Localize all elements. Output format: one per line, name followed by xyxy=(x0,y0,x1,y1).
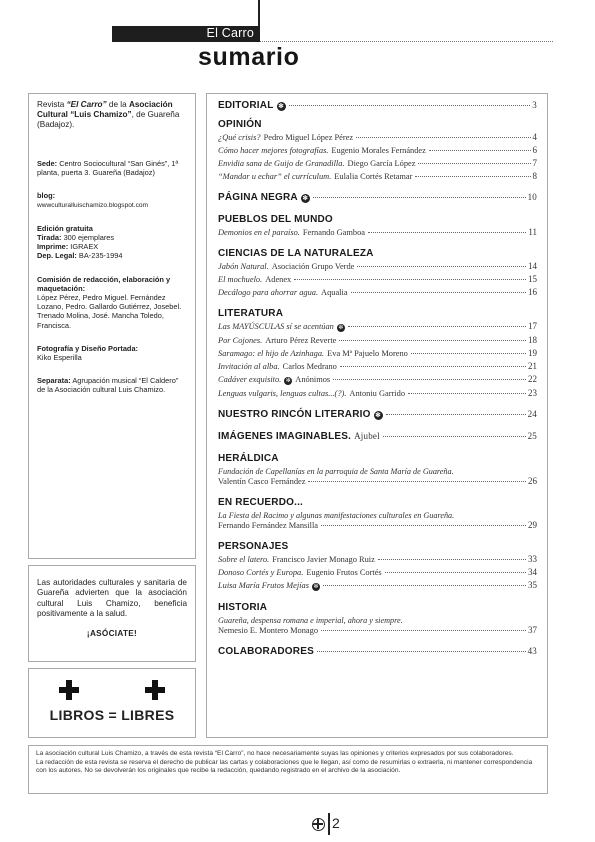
entry-author: Carlos Medrano xyxy=(282,362,337,371)
section-title: IMÁGENES IMAGINABLES. xyxy=(218,431,352,442)
leader-dots xyxy=(323,585,526,586)
section-title-recuerdo: EN RECUERDO... xyxy=(218,497,304,508)
header-dotted-rule xyxy=(260,41,553,42)
entry-author: Asociación Grupo Verde xyxy=(271,262,355,271)
section-title-ciencias: CIENCIAS DE LA NATURALEZA xyxy=(218,248,374,259)
plus-icon xyxy=(145,680,165,700)
entry-title: Decálogo para ahorrar agua. xyxy=(218,288,319,297)
wheel-icon: ✻ xyxy=(375,412,381,419)
disclaimer-paragraph: La asociación cultural Luis Chamizo, a través de esta revista “El Carro”, no hace necesariamente suyas las opiniones y criterios expresados por sus colaboradores. xyxy=(36,750,514,757)
leader-dots xyxy=(294,279,526,280)
toc-entry[interactable] xyxy=(218,554,537,564)
libros-libres-box xyxy=(28,668,196,738)
entry-page: 6 xyxy=(532,145,537,155)
section-title-pueblos: PUEBLOS DEL MUNDO xyxy=(218,214,333,225)
toc-entry[interactable] xyxy=(218,361,537,371)
legal-deposit: Dep. Legal: BA-235-1994 xyxy=(37,251,123,261)
toc-rincon-literario[interactable]: NUESTRO RINCÓN LITERARIO ✻ 24 xyxy=(218,409,537,420)
section-title: PÁGINA NEGRA xyxy=(218,192,298,203)
entry-page: 8 xyxy=(532,171,537,181)
entry-page: 34 xyxy=(528,567,537,577)
toc-entry[interactable] xyxy=(218,171,537,181)
entry-title: Las MAYÚSCULAS sí se acentúan xyxy=(218,322,334,331)
leader-dots xyxy=(385,572,526,573)
section-title-heraldica: HERÁLDICA xyxy=(218,453,279,464)
libros-libres-text: LIBROS = LIBRES xyxy=(49,707,175,723)
magazine-brand: El Carro xyxy=(112,26,260,41)
leader-dots xyxy=(408,393,526,394)
entry-page: 19 xyxy=(528,348,537,358)
editorial-board-label: Comisión de redacción, elaboración y maquetación: xyxy=(37,274,171,293)
toc-editorial[interactable]: EDITORIAL ✻ 3 xyxy=(218,100,537,111)
entry-title: Luisa María Frutos Mejías xyxy=(218,581,309,590)
entry-page: 15 xyxy=(528,274,537,284)
leader-dots xyxy=(357,266,526,267)
pueblos-list xyxy=(218,227,537,237)
entry-page: 35 xyxy=(528,580,537,590)
entry-author: Nemesio E. Montero Monago xyxy=(218,626,319,635)
edition-label: Edición gratuita xyxy=(37,223,93,233)
entry-author: Fernando Gamboa xyxy=(302,228,365,237)
toc-entry-heraldica[interactable]: Valentín Casco Fernández 26 xyxy=(218,476,537,486)
page-number: 2 xyxy=(332,815,340,831)
toc-entry[interactable] xyxy=(218,261,537,271)
toc-entry[interactable] xyxy=(218,567,537,577)
editorial-board-members: López Pérez, Pedro Miguel. Fernández Lozano, Pedro. Gallardo Gutiérrez, Josebel. Trenado Molina, José. Mancha Toledo, Francisca. xyxy=(37,293,182,330)
toc-entry[interactable] xyxy=(218,132,537,142)
entry-page: 17 xyxy=(528,321,537,331)
health-notice-text: Las autoridades culturales y sanitaria de Guareña advierten que la asociación cultural Luis Chamizo, beneficia positivamente a la salud. xyxy=(37,578,187,619)
publication-info-box xyxy=(28,93,196,559)
entry-author: Adenex xyxy=(265,275,292,284)
entry-page: 21 xyxy=(528,361,537,371)
leader-dots xyxy=(333,379,526,380)
entry-page: 18 xyxy=(528,335,537,345)
entry-page: 22 xyxy=(528,374,537,384)
entry-page: 16 xyxy=(528,287,537,297)
entry-page: 11 xyxy=(528,227,537,237)
entry-author: Eva Mª Pajuelo Moreno xyxy=(327,349,408,358)
toc-entry[interactable] xyxy=(218,227,537,237)
toc-imagenes[interactable]: IMÁGENES IMAGINABLES. Ajubel 25 xyxy=(218,431,537,442)
print-run: Tirada: 300 ejemplares xyxy=(37,233,115,243)
entry-title: Por Cojones. xyxy=(218,336,263,345)
wheel-icon: ✻ xyxy=(338,325,344,331)
section-title-opinion: OPINIÓN xyxy=(218,119,262,130)
entry-page: 4 xyxy=(532,132,537,142)
entry-title: Envidia sana de Guijo de Granadilla. xyxy=(218,159,345,168)
entry-title: El mochuelo. xyxy=(218,275,263,284)
supplement-info: Separata: Agrupación musical “El Caldero” de la Asociación cultural Luis Chamizo. xyxy=(37,376,179,395)
entry-title: ¿Qué crisis? xyxy=(218,133,261,142)
entry-title: Fundación de Capellanías en la parroquia de Santa María de Guareña. xyxy=(218,467,454,476)
entry-author: Diego García López xyxy=(347,159,416,168)
toc-entry[interactable] xyxy=(218,145,537,155)
wheel-icon: ✻ xyxy=(285,378,291,384)
leader-dots xyxy=(356,137,530,138)
ciencias-list xyxy=(218,261,537,297)
entry-author: Eulalia Cortés Retamar xyxy=(334,172,413,181)
entry-title: Cómo hacer mejores fotografías. xyxy=(218,146,329,155)
entry-title: “Mandar u echar” el currículum. xyxy=(218,172,332,181)
disclaimer-paragraph: La redacción de esta revista se reserva el derecho de publicar las cartas y colaboraciones que le llegan, así como de resumirlas o extraerla, ni mantener correspondencia con los autores. No se devolverán los originales que recibe la redacción, quedando registrado en el archivo de la asociación. xyxy=(36,758,533,775)
entry-title: Guareña, despensa romana e imperial, ahora y siempre. xyxy=(218,616,403,625)
entry-page: 23 xyxy=(528,388,537,398)
leader-dots xyxy=(429,150,531,151)
leader-dots xyxy=(411,353,526,354)
printer: Imprime: IGRAEX xyxy=(37,242,99,252)
toc-colaboradores[interactable]: COLABORADORES 43 xyxy=(218,646,537,657)
wheel-icon: ✻ xyxy=(278,103,284,110)
leader-dots xyxy=(415,176,530,177)
entry-title: Invitación al alba. xyxy=(218,362,280,371)
health-notice-box xyxy=(28,565,196,662)
disclaimer-box xyxy=(28,745,548,794)
entry-author: Pedro Miguel López Pérez xyxy=(263,133,354,142)
table-of-contents xyxy=(206,93,548,738)
entry-page: 14 xyxy=(528,261,537,271)
wheel-icon xyxy=(312,818,325,831)
leader-dots xyxy=(351,292,526,293)
entry-author: Valentín Casco Fernández xyxy=(218,477,306,486)
entry-title: Demonios en el paraíso. xyxy=(218,228,300,237)
toc-entry[interactable] xyxy=(218,158,537,168)
blog-label: blog: xyxy=(37,191,56,201)
section-title: COLABORADORES xyxy=(218,646,314,657)
toc-entry[interactable] xyxy=(218,374,537,385)
photo-credit-label: Fotografía y Diseño Portada: xyxy=(37,343,139,353)
entry-title: Donoso Cortés y Europa. xyxy=(218,568,304,577)
footer-divider xyxy=(328,813,330,835)
publication-intro: Revista “El Carro” de la Asociación Cultural “Luis Chamizo”, de Guareña (Badajoz). xyxy=(37,100,180,129)
entry-title: Sobre el latero. xyxy=(218,555,270,564)
section-title: NUESTRO RINCÓN LITERARIO xyxy=(218,409,371,420)
toc-entry[interactable] xyxy=(218,580,537,591)
toc-entry[interactable] xyxy=(218,388,537,398)
leader-dots xyxy=(418,163,530,164)
entry-title: La Fiesta del Racimo y algunas manifestaciones culturales en Guareña. xyxy=(218,511,455,520)
entry-author: Anónimos xyxy=(295,375,331,384)
section-title-personajes: PERSONAJES xyxy=(218,541,289,552)
entry-author: Antoniu Garrido xyxy=(349,389,406,398)
entry-author: Aqualia xyxy=(321,288,348,297)
wheel-icon: ✻ xyxy=(313,584,319,590)
leader-dots xyxy=(368,232,526,233)
page-title: sumario xyxy=(198,43,300,71)
entry-author: Arturo Pérez Reverte xyxy=(265,336,337,345)
leader-dots xyxy=(340,366,526,367)
toc-pagina-negra[interactable]: PÁGINA NEGRA ✻ 10 xyxy=(218,192,537,203)
wheel-icon: ✻ xyxy=(302,195,309,202)
headquarters-info: Sede: Centro Sociocultural “San Ginés”, 1ª planta, puerta 3. Guareña (Badajoz) xyxy=(37,159,179,178)
entry-page: 33 xyxy=(528,554,537,564)
entry-page: 7 xyxy=(532,158,537,168)
join-cta: ¡ASÓCIATE! xyxy=(86,628,138,638)
header-rule xyxy=(112,41,260,42)
leader-dots xyxy=(339,340,526,341)
personajes-list xyxy=(218,554,537,591)
blog-url: wwwculturalluischamizo.blogspot.com xyxy=(37,201,149,209)
entry-author: Eugenio Frutos Cortés xyxy=(306,568,382,577)
section-title: EDITORIAL xyxy=(218,100,274,111)
leader-dots xyxy=(378,559,526,560)
literatura-list xyxy=(218,321,537,398)
toc-entry[interactable] xyxy=(218,321,537,332)
opinion-list xyxy=(218,132,537,181)
toc-entry[interactable] xyxy=(218,335,537,345)
toc-entry[interactable] xyxy=(218,348,537,358)
entry-author: Eugenio Morales Fernández xyxy=(331,146,426,155)
section-title-historia: HISTORIA xyxy=(218,602,268,613)
leader-dots xyxy=(348,326,526,327)
plus-icon xyxy=(59,680,79,700)
toc-entry-recuerdo[interactable]: Fernando Fernández Mansilla 29 xyxy=(218,520,537,530)
toc-entry-historia[interactable]: Nemesio E. Montero Monago 37 xyxy=(218,625,537,635)
entry-title: Jabón Natural. xyxy=(218,262,269,271)
photo-credit: Kiko Esperilla xyxy=(37,353,82,363)
toc-entry[interactable] xyxy=(218,274,537,284)
entry-title: Saramago: el hijo de Azinhaga. xyxy=(218,349,325,358)
entry-title: Lenguas vulgaris, lenguas cultas...(?). xyxy=(218,389,347,398)
entry-title: Cadáver exquisito. xyxy=(218,375,282,384)
entry-author: Fernando Fernández Mansilla xyxy=(218,521,319,530)
entry-author: Francisco Javier Monago Ruiz xyxy=(272,555,375,564)
entry-author: Ajubel xyxy=(354,431,380,441)
section-title-literatura: LITERATURA xyxy=(218,308,284,319)
toc-entry[interactable] xyxy=(218,287,537,297)
